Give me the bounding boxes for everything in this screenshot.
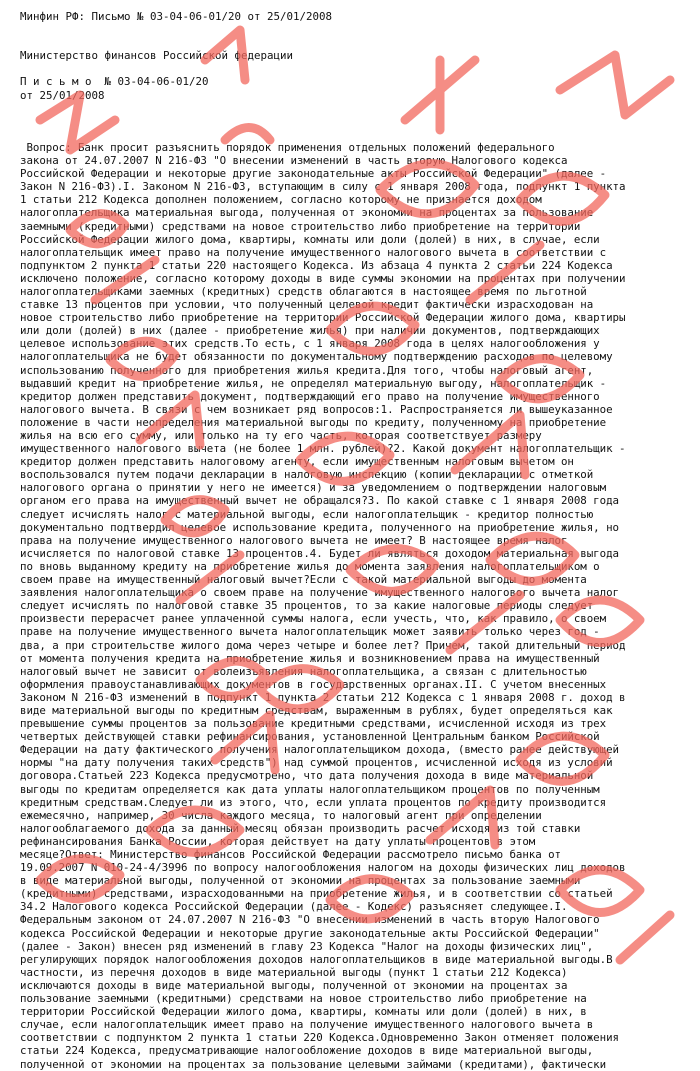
body-line: ежемесячно, например, 30 числа каждого месяца, то налоговый агент при определении	[20, 808, 542, 822]
body-line: (кредитными) средствами, израсходованными на приобретение жилья, и в соответствии со статьей	[20, 887, 613, 901]
body-line: налогоплательщиками заемных (кредитных) средств облагаются в настоящее время по льготной	[20, 284, 587, 298]
body-line: оформления правоустанавливающих документов в государственных органах.II. С учетом внесенных	[20, 677, 607, 691]
body-line: исключено положение, согласно которому доходы в виде суммы экономии на процентах при получении	[20, 271, 626, 285]
body-line: статьи 224 Кодекса, предусматривающие налогообложение доходов в виде материальной выгоды,	[20, 1044, 594, 1058]
body-line: кредитным средствам.Следует ли из этого, что, если уплата процентов по кредиту производится	[20, 795, 607, 809]
body-line: закона от 24.07.2007 N 216-ФЗ "О внесении изменений в часть вторую Налогового кодекса	[20, 154, 568, 168]
body-line: налогового вычета. В связи с чем возникает ряд вопросов:1. Распространяется ли вышеуказанное	[20, 402, 613, 416]
body-line: кодекса Российской Федерации и некоторые другие законодательные акты Российской Федерации"	[20, 926, 600, 940]
body-line: в виде материальной выгоды, полученной от экономии на процентах за пользование заемными	[20, 874, 581, 888]
body-line: новое строительство либо приобретение на территории Российской Федерации жилого дома, квартиры	[20, 311, 626, 325]
body-line: соответствии с подпунктом 2 пункта 1 статьи 220 Кодекса.Одновременно Закон отменяет положения	[20, 1031, 619, 1045]
body-line: органом его права на имущественный вычет не обращался?3. По какой ставке с 1 января 2008 года	[20, 494, 619, 508]
body-line: использованию полученного для приобретения жилья кредита.Для того, чтобы налоговый агент,	[20, 363, 594, 377]
body-line: подпунктом 2 пункта 1 статьи 220 настоящего Кодекса. Из абзаца 4 пункта 2 статьи 224 Кодекса	[20, 258, 613, 272]
body-line: от момента получения кредита на приобретение жилья и возникновением права на имущественный	[20, 651, 600, 665]
body-line: праве на получение имущественного вычета налогоплательщик может заявить только через год -	[20, 625, 600, 639]
body-line: исчисляется по налоговой ставке 13 процентов.4. Будет ли являться доходом материальная выгода	[20, 546, 619, 560]
body-line: регулирующих порядок налогообложения доходов налогоплательщиков в виде материальной выгоды.В	[20, 952, 613, 966]
body-line: виде материальной выгоды по кредитным средствам, выраженным в рублях, будет определяться как	[20, 703, 613, 717]
body-line: имущественного налогового вычета (не более 1 млн. рублей)?2. Какой документ налогоплательщик -	[20, 442, 626, 456]
body-line: месяце?Ответ: Министерство финансов Российской Федерации рассмотрело письмо банка от	[20, 848, 561, 861]
body-line: положение в части неопределения материальной выгоды по кредиту, полученному на приобретение	[20, 415, 607, 429]
letter-date: от 25/01/2008	[20, 88, 105, 102]
body-line: Законом N 216-ФЗ изменений в подпункт 1 пункта 2 статьи 212 Кодекса с 1 января 2008 г. доход в	[20, 690, 626, 704]
body-line: исключаются доходы в виде материальной выгоды, полученной от экономии на процентах за	[20, 978, 568, 992]
letter-title: П и с ь м о № 03-04-06-01/20	[20, 75, 209, 89]
body-line: Вопрос: Банк просит разъяснить порядок применения отдельных положений федерального	[20, 140, 555, 154]
body-line: территории Российской Федерации жилого дома, квартиры, комнаты или доли (долей) в них, в	[20, 1005, 587, 1019]
body-line: налогоплательщика материальная выгода, полученная от экономии на процентах за пользование	[20, 206, 594, 220]
body-line: по вновь выданному кредиту на приобретение жилья до момента заявления налогоплательщиком о	[20, 559, 600, 573]
body-line: налогоплательщика не будет обязанности по документальному подтверждению расходов по целевому	[20, 350, 613, 364]
body-line: выдавший кредит на приобретение жилья, не определял материальную выгоду, налогоплательщик -	[20, 376, 607, 390]
body-line: рефинансирования Банка России, которая действует на дату уплаты процентов в этом	[20, 834, 536, 848]
body-line: налоговый вычет не зависит от волеизъявления налогоплательщика, а связан с длительностью	[20, 664, 587, 678]
body-line: превышение суммы процентов за пользование кредитными средствами, исчисленной исходя из трех	[20, 717, 607, 731]
body-line: (далее - Закон) внесен ряд изменений в главу 23 Кодекса "Налог на доходы физических лиц",	[20, 939, 594, 953]
body-line: кредитор должен представить налоговому агенту, если имущественным налоговым вычетом он	[20, 455, 574, 469]
body-line: 34.2 Налогового кодекса Российской Федерации (далее - Кодекс) разъясняет следующее.I.	[20, 900, 568, 914]
body-line: заявления налогоплательщика о своем праве на получение имущественного налогового вычета налог	[20, 586, 619, 600]
body-line: пользование заемными (кредитными) средствами на новое строительство либо приобретение на	[20, 992, 587, 1006]
body-line: жилья на всю его сумму, или только на ту его часть, которая соответствует размеру	[20, 429, 542, 442]
spacer	[20, 62, 678, 75]
body-line: договора.Статьей 223 Кодекса предусмотрено, что дата получения дохода в виде материальной	[20, 769, 594, 783]
body-line: воспользовался путем подачи декларации в налоговую инспекцию (копии декларации с отметкой	[20, 468, 594, 482]
body-line: кредитор должен представить документ, подтверждающий его право на получение имущественного	[20, 389, 600, 403]
body-line: частности, из перечня доходов в виде материальной выгоды (пункт 1 статьи 212 Кодекса)	[20, 965, 568, 979]
document-header: Минфин РФ: Письмо № 03-04-06-01/20 от 25/01/2008	[20, 10, 333, 23]
letter-body	[20, 141, 678, 1071]
body-line: Федерации на дату фактического получения налогоплательщиком дохода, (вместо ранее действующей	[20, 743, 619, 757]
body-line: налогооблагаемого дохода за данный месяц обязан производить расчет исходя из той ставки	[20, 821, 581, 835]
body-line: налогоплательщик имеет право на получение имущественного налогового вычета в соответствии с	[20, 245, 607, 259]
body-line: полученной от экономии на процентах за пользование целевыми займами (кредитами), фактически	[20, 1057, 607, 1071]
body-line: Российской Федерации и некоторые другие законодательные акты Российской Федерации" (далее -	[20, 167, 607, 181]
body-line: заемными (кредитными) средствами на новое строительство либо приобретение на территории	[20, 219, 581, 233]
body-line: Российской Федерации жилого дома, квартиры, комнаты или доли (долей) в них, в случае, если	[20, 232, 600, 246]
body-line: Закон N 216-ФЗ).I. Законом N 216-ФЗ, вступающим в силу с 1 января 2008 года, подпункт 1 пункта	[20, 180, 626, 194]
body-line: два, а при строительстве жилого дома через четыре и более лет? Причем, такой длительный период	[20, 638, 626, 652]
body-line: целевое использование этих средств.То есть, с 1 января 2008 года в целях налогообложения у	[20, 337, 600, 351]
spacer	[20, 36, 678, 49]
body-line: 19.09.2007 N 010-24-4/3996 по вопросу налогообложения налогом на доходы физических лиц доходов	[20, 861, 626, 875]
spacer	[20, 23, 678, 36]
body-line: следует исчислять по налоговой ставке 35 процентов, то за какие налоговые периоды следует	[20, 599, 594, 613]
body-line: ставке 13 процентов при условии, что полученный целевой кредит фактически израсходован на	[20, 298, 594, 312]
body-line: налогового органа о принятии у него не имеется) и за уведомлением о подтверждении налоговым	[20, 481, 607, 495]
body-line: выгоды по кредитам определяется как дата уплаты налогоплательщиком процентов по полученным	[20, 782, 600, 796]
body-line: следует исчислять налог с материальной выгоды, если налогоплательщик - кредитор полностью	[20, 507, 594, 521]
body-line: права на получение имущественного налогового вычета не имеет? В настоящее время налог	[20, 533, 568, 547]
body-line: 1 статьи 212 Кодекса дополнен положением, согласно которому не признается доходом	[20, 193, 542, 207]
spacer	[20, 102, 678, 115]
body-line: документально подтвердил целевое использование кредита, полученного на приобретение жилья, но	[20, 520, 619, 534]
spacer	[20, 128, 678, 141]
body-line: четвертых действующей ставки рефинансирования, установленной Центральным банком Российской	[20, 730, 600, 744]
ministry-name: Министерство финансов Российской федерации	[20, 49, 294, 63]
body-line: Федеральным законом от 24.07.2007 N 216-ФЗ "О внесении изменений в часть вторую Налогового	[20, 913, 600, 927]
body-line: своем праве на имущественный налоговый вычет?Если с такой материальной выгоды до момента	[20, 573, 587, 587]
body-line: или доли (долей) в них (далее - приобретение жилья) при наличии документов, подтверждающих	[20, 324, 600, 338]
body-line: произвести перерасчет ранее уплаченной суммы налога, если учесть, что, как правило, о своем	[20, 612, 607, 626]
body-line: случае, если налогоплательщик имеет право на получение имущественного налогового вычета в	[20, 1018, 594, 1032]
spacer	[20, 115, 678, 128]
body-line: нормы "на дату получения таких средств") над суммой процентов, исчисленной исходя из условий	[20, 756, 613, 770]
